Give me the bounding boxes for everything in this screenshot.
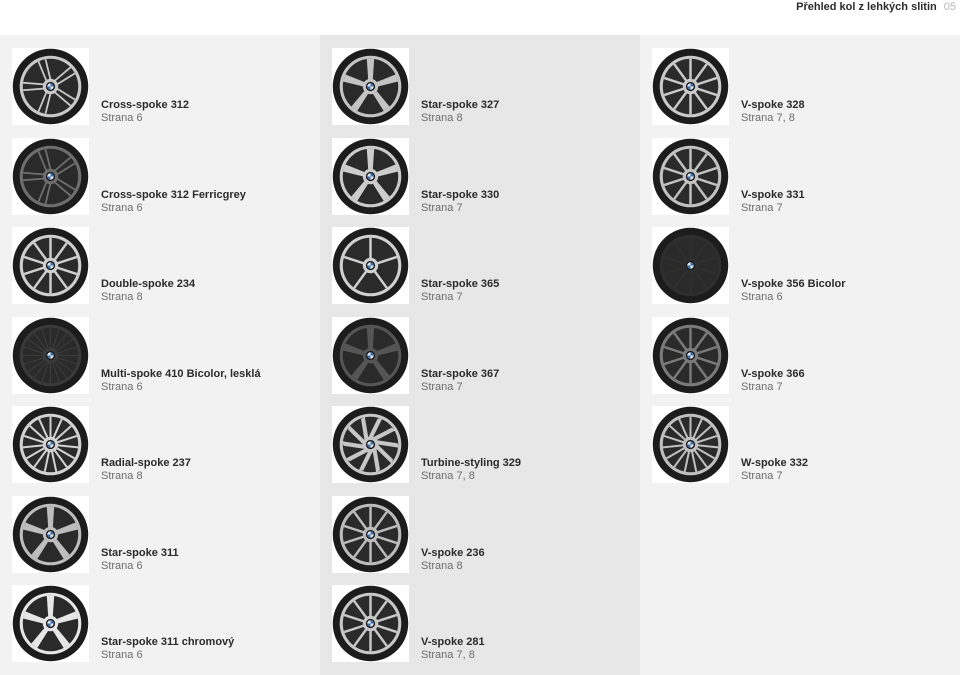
- wheel-thumbnail: [332, 317, 409, 394]
- wheel-thumbnail: [332, 496, 409, 573]
- wheel-thumbnail: [332, 48, 409, 125]
- wheel-item: [0, 35, 320, 125]
- wheel-image: [332, 496, 409, 573]
- wheel-thumbnail: [652, 227, 729, 304]
- wheel-page-ref: Strana 7: [421, 291, 463, 303]
- wheel-image: [332, 317, 409, 394]
- wheel-item: [0, 214, 320, 304]
- wheel-catalog-grid: [0, 35, 960, 675]
- wheel-thumbnail: [332, 585, 409, 662]
- wheel-thumbnail: [12, 227, 89, 304]
- wheel-image: [332, 585, 409, 662]
- wheel-page-ref: Strana 6: [101, 559, 143, 572]
- wheel-image: [332, 227, 409, 304]
- wheel-page-ref: Strana 6: [101, 380, 143, 393]
- wheel-item: [320, 393, 640, 483]
- wheel-image: [12, 48, 89, 125]
- wheel-image: [652, 317, 729, 394]
- wheel-name: V-spoke 366: [741, 367, 805, 380]
- wheel-thumbnail: [12, 406, 89, 483]
- wheel-page-ref: Strana 7: [421, 380, 463, 393]
- wheel-name: V-spoke 281: [421, 636, 485, 648]
- wheel-name: V-spoke 328: [741, 99, 805, 111]
- wheel-name: Cross-spoke 312: [101, 99, 190, 111]
- wheel-name: Star-spoke 365: [421, 278, 500, 290]
- page-title: Přehled kol z lehkých slitin: [796, 1, 937, 13]
- wheel-name: Multi-spoke 410 Bicolor, lesklá: [101, 367, 261, 380]
- wheel-item: [320, 214, 640, 304]
- wheel-image: [652, 138, 729, 215]
- wheel-thumbnail: [652, 48, 729, 125]
- wheel-page-ref: Strana 8: [101, 291, 143, 303]
- wheel-item: [0, 304, 320, 394]
- wheel-name: V-spoke 356 Bicolor: [741, 278, 846, 290]
- wheel-item: [640, 304, 960, 394]
- wheel-name: Radial-spoke 237: [101, 457, 191, 469]
- wheel-thumbnail: [652, 138, 729, 215]
- wheel-page-ref: Strana 8: [101, 470, 143, 482]
- wheel-item: [320, 572, 640, 662]
- wheel-image: [332, 138, 409, 215]
- wheel-thumbnail: [12, 317, 89, 394]
- wheel-name: Star-spoke 327: [421, 99, 500, 111]
- wheel-item: [320, 35, 640, 125]
- wheel-thumbnail: [652, 406, 729, 483]
- wheel-image: [12, 317, 89, 394]
- wheel-image: [12, 138, 89, 215]
- wheel-name: Star-spoke 311 chromový: [101, 636, 235, 648]
- wheel-name: V-spoke 331: [741, 188, 805, 201]
- wheel-page-ref: Strana 6: [741, 291, 783, 303]
- wheel-item: [640, 35, 960, 125]
- wheel-page-ref: Strana 6: [101, 649, 143, 661]
- wheel-page-ref: Strana 7: [421, 201, 463, 214]
- wheel-image: [332, 406, 409, 483]
- wheel-name: Star-spoke 311: [101, 546, 179, 559]
- wheel-name: Star-spoke 367: [421, 367, 500, 380]
- wheel-item: [640, 393, 960, 483]
- wheel-image: [652, 227, 729, 304]
- page-header: [796, 0, 960, 14]
- wheel-item: [0, 572, 320, 662]
- wheel-item: [320, 304, 640, 394]
- wheel-thumbnail: [332, 227, 409, 304]
- wheel-image: [652, 48, 729, 125]
- wheel-thumbnail: [12, 138, 89, 215]
- wheel-page-ref: Strana 8: [421, 112, 463, 124]
- wheel-item: [320, 483, 640, 573]
- wheel-item: [320, 125, 640, 215]
- wheel-name: Cross-spoke 312 Ferricgrey: [101, 188, 246, 201]
- wheel-item: [640, 214, 960, 304]
- wheel-name: Turbine-styling 329: [421, 457, 522, 469]
- wheel-thumbnail: [12, 585, 89, 662]
- wheel-name: Star-spoke 330: [421, 188, 500, 201]
- wheel-image: [652, 406, 729, 483]
- wheel-image: [12, 496, 89, 573]
- wheel-page-ref: Strana 7: [741, 201, 783, 214]
- wheel-image: [12, 585, 89, 662]
- wheel-image: [12, 227, 89, 304]
- wheel-item: [640, 125, 960, 215]
- page-number: 05: [943, 1, 956, 13]
- wheel-page-ref: Strana 7, 8: [421, 470, 475, 482]
- wheel-thumbnail: [12, 48, 89, 125]
- wheel-column: [640, 35, 960, 675]
- wheel-name: V-spoke 236: [421, 546, 485, 559]
- wheel-page-ref: Strana 6: [101, 112, 143, 124]
- wheel-thumbnail: [332, 138, 409, 215]
- wheel-thumbnail: [332, 406, 409, 483]
- wheel-name: W-spoke 332: [741, 457, 809, 469]
- wheel-image: [12, 406, 89, 483]
- wheel-column: [0, 35, 320, 675]
- wheel-page-ref: Strana 7: [741, 380, 783, 393]
- wheel-image: [332, 48, 409, 125]
- wheel-item: [0, 483, 320, 573]
- wheel-page-ref: Strana 7, 8: [741, 112, 795, 124]
- wheel-page-ref: Strana 8: [421, 559, 463, 572]
- wheel-page-ref: Strana 6: [101, 201, 143, 214]
- wheel-page-ref: Strana 7: [741, 470, 783, 482]
- wheel-thumbnail: [12, 496, 89, 573]
- wheel-name: Double-spoke 234: [101, 278, 196, 290]
- wheel-item: [0, 125, 320, 215]
- wheel-item: [0, 393, 320, 483]
- wheel-column: [320, 35, 640, 675]
- wheel-page-ref: Strana 7, 8: [421, 649, 475, 661]
- wheel-thumbnail: [652, 317, 729, 394]
